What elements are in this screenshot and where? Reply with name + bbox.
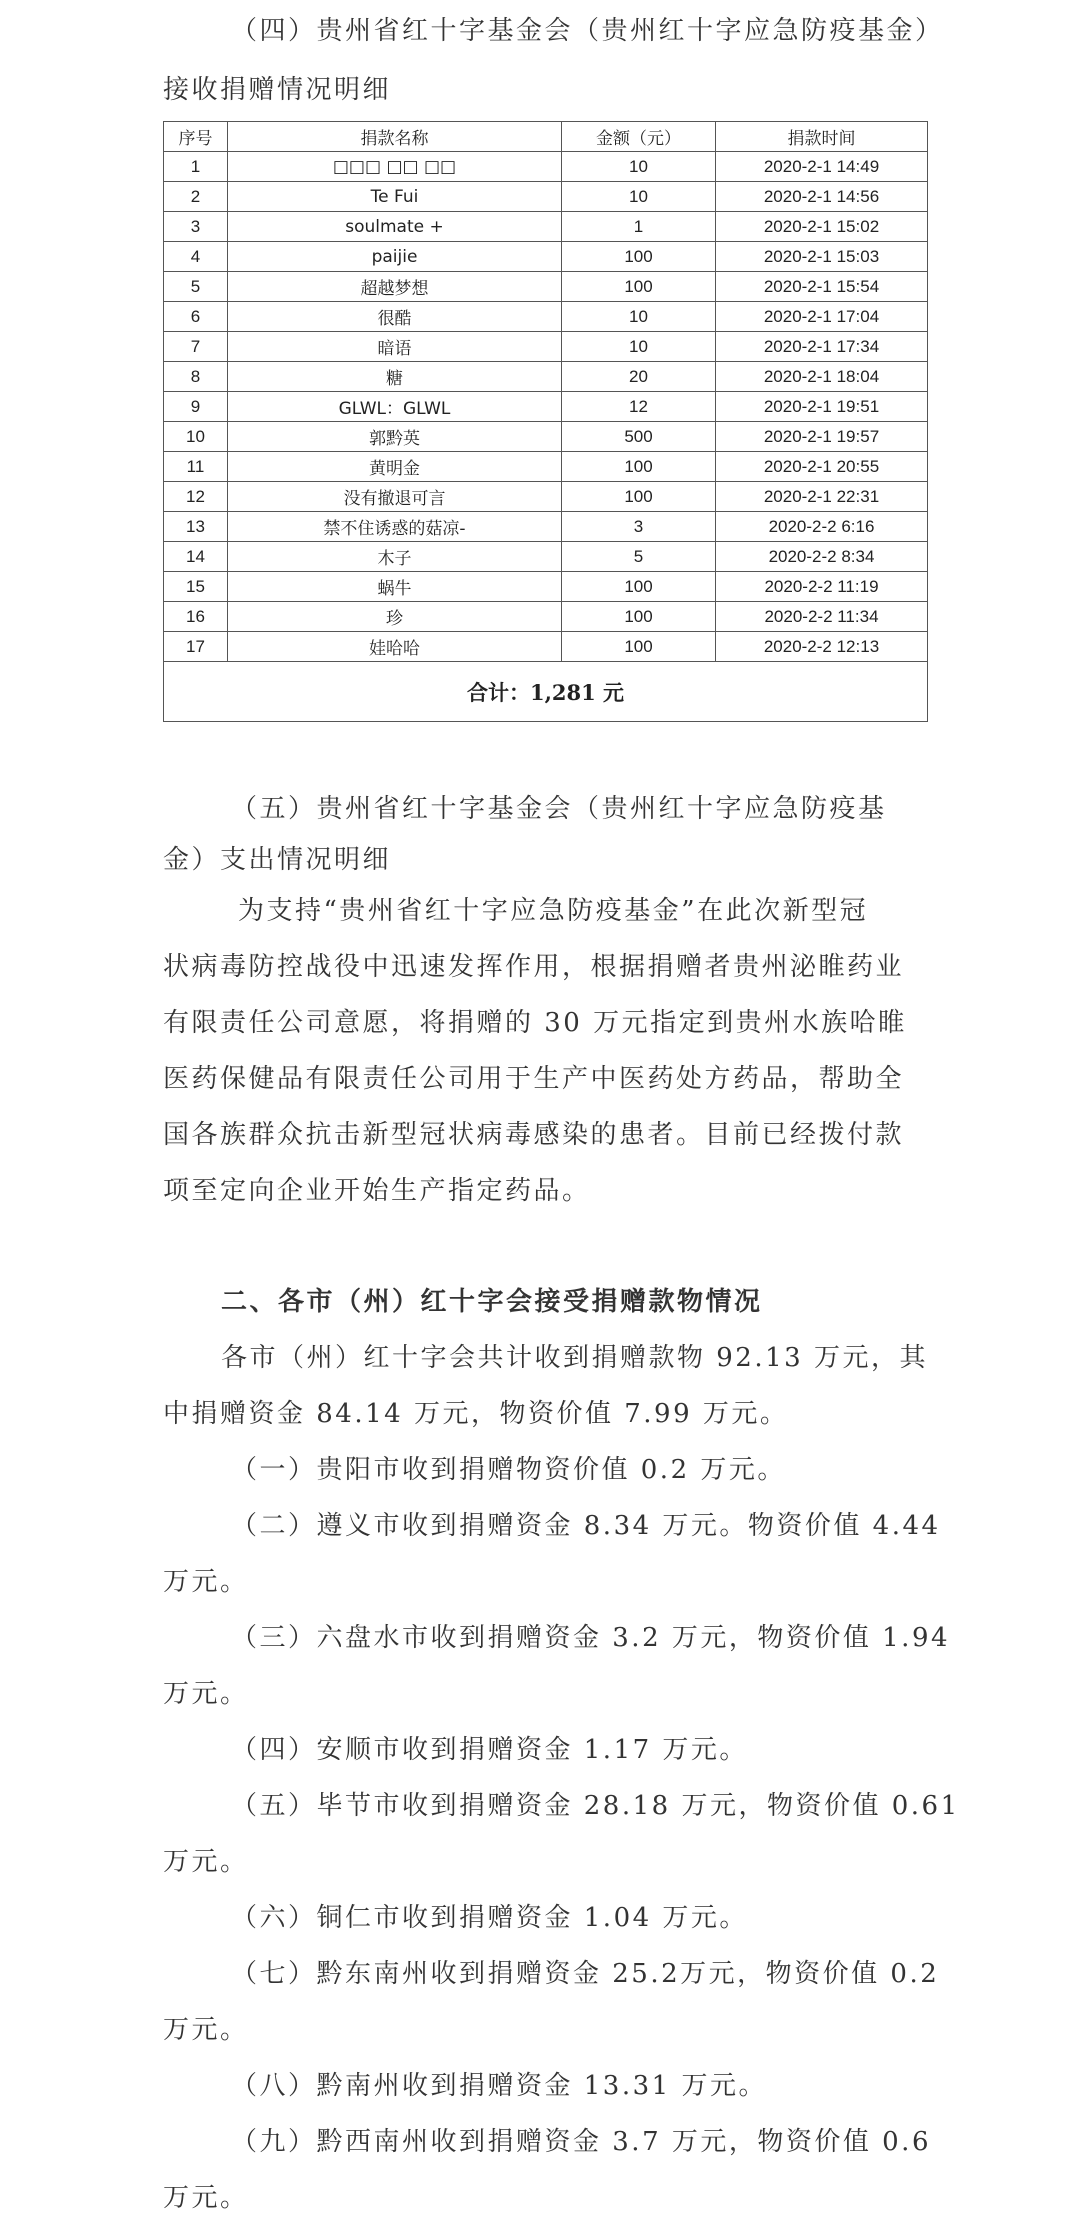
row-index: 3 bbox=[164, 212, 228, 242]
table-total: 合计：1,281 元 bbox=[164, 662, 928, 722]
donation-time: 2020-2-1 17:34 bbox=[716, 332, 928, 362]
donation-time: 2020-2-1 15:54 bbox=[716, 272, 928, 302]
donation-amount: 5 bbox=[562, 542, 716, 572]
donor-name: GLWL：GLWL bbox=[228, 392, 562, 422]
row-index: 16 bbox=[164, 602, 228, 632]
table-row bbox=[164, 182, 928, 212]
section5-heading-line1: （五）贵州省红十字基金会（贵州红十字应急防疫基 bbox=[231, 794, 887, 824]
city-item: （三）六盘水市收到捐赠资金 3.2 万元，物资价值 1.94 bbox=[231, 1623, 951, 1653]
donor-name: Te Fui bbox=[228, 182, 562, 212]
city-item: （四）安顺市收到捐赠资金 1.17 万元。 bbox=[231, 1735, 748, 1765]
row-index: 9 bbox=[164, 392, 228, 422]
donation-amount: 10 bbox=[562, 182, 716, 212]
table-row bbox=[164, 422, 928, 452]
table-row bbox=[164, 152, 928, 182]
donation-time: 2020-2-1 19:51 bbox=[716, 392, 928, 422]
header-amount: 金额（元） bbox=[562, 122, 716, 152]
donor-name: 没有撤退可言 bbox=[228, 482, 562, 512]
table-row bbox=[164, 542, 928, 572]
donor-name: □□□ □□ □□ bbox=[228, 152, 562, 182]
donation-amount: 10 bbox=[562, 332, 716, 362]
table-row bbox=[164, 332, 928, 362]
part2-heading: 二、各市（州）红十字会接受捐赠款物情况 bbox=[221, 1287, 763, 1317]
table-row bbox=[164, 602, 928, 632]
donation-time: 2020-2-1 14:56 bbox=[716, 182, 928, 212]
section5-heading-line2: 金）支出情况明细 bbox=[163, 845, 392, 875]
city-item-continuation: 万元。 bbox=[163, 1567, 249, 1597]
table-row bbox=[164, 212, 928, 242]
donor-name: 木子 bbox=[228, 542, 562, 572]
donation-time: 2020-2-1 15:02 bbox=[716, 212, 928, 242]
part2-intro-line2: 中捐赠资金 84.14 万元，物资价值 7.99 万元。 bbox=[163, 1399, 789, 1429]
city-item: （七）黔东南州收到捐赠资金 25.2万元，物资价值 0.2 bbox=[231, 1959, 940, 1989]
donation-time: 2020-2-2 11:19 bbox=[716, 572, 928, 602]
table-row bbox=[164, 272, 928, 302]
donation-amount: 500 bbox=[562, 422, 716, 452]
row-index: 4 bbox=[164, 242, 228, 272]
city-item-continuation: 万元。 bbox=[163, 2015, 249, 2045]
donation-table bbox=[163, 121, 928, 722]
donor-name: 很酷 bbox=[228, 302, 562, 332]
header-time: 捐款时间 bbox=[716, 122, 928, 152]
donation-time: 2020-2-1 14:49 bbox=[716, 152, 928, 182]
table-row bbox=[164, 632, 928, 662]
donation-amount: 20 bbox=[562, 362, 716, 392]
donation-amount: 100 bbox=[562, 572, 716, 602]
row-index: 10 bbox=[164, 422, 228, 452]
table-row bbox=[164, 362, 928, 392]
donor-name: 黄明金 bbox=[228, 452, 562, 482]
row-index: 17 bbox=[164, 632, 228, 662]
row-index: 2 bbox=[164, 182, 228, 212]
donation-amount: 100 bbox=[562, 452, 716, 482]
row-index: 6 bbox=[164, 302, 228, 332]
donor-name: 蜗牛 bbox=[228, 572, 562, 602]
city-item-continuation: 万元。 bbox=[163, 2183, 249, 2213]
donor-name: 暗语 bbox=[228, 332, 562, 362]
donation-amount: 100 bbox=[562, 602, 716, 632]
donation-time: 2020-2-1 22:31 bbox=[716, 482, 928, 512]
section5-paragraph-line: 国各族群众抗击新型冠状病毒感染的患者。目前已经拨付款 bbox=[163, 1120, 905, 1150]
table-header-row bbox=[164, 122, 928, 152]
donation-amount: 1 bbox=[562, 212, 716, 242]
donation-amount: 3 bbox=[562, 512, 716, 542]
donation-amount: 100 bbox=[562, 482, 716, 512]
donor-name: 娃哈哈 bbox=[228, 632, 562, 662]
city-item: （八）黔南州收到捐赠资金 13.31 万元。 bbox=[231, 2071, 767, 2101]
section5-paragraph-line: 有限责任公司意愿，将捐赠的 30 万元指定到贵州水族哈睢 bbox=[163, 1008, 907, 1038]
row-index: 8 bbox=[164, 362, 228, 392]
donation-time: 2020-2-1 19:57 bbox=[716, 422, 928, 452]
donor-name: soulmate + bbox=[228, 212, 562, 242]
donation-time: 2020-2-2 11:34 bbox=[716, 602, 928, 632]
table-total-row bbox=[164, 662, 928, 722]
donation-time: 2020-2-1 17:04 bbox=[716, 302, 928, 332]
donation-time: 2020-2-2 8:34 bbox=[716, 542, 928, 572]
donation-amount: 10 bbox=[562, 152, 716, 182]
table-row bbox=[164, 482, 928, 512]
table-row bbox=[164, 572, 928, 602]
city-item: （六）铜仁市收到捐赠资金 1.04 万元。 bbox=[231, 1903, 748, 1933]
donor-name: 珍 bbox=[228, 602, 562, 632]
city-item: （一）贵阳市收到捐赠物资价值 0.2 万元。 bbox=[231, 1455, 786, 1485]
header-donor-name: 捐款名称 bbox=[228, 122, 562, 152]
table-row bbox=[164, 242, 928, 272]
header-index: 序号 bbox=[164, 122, 228, 152]
section5-paragraph-line: 项至定向企业开始生产指定药品。 bbox=[163, 1176, 591, 1206]
city-item: （五）毕节市收到捐赠资金 28.18 万元，物资价值 0.61 bbox=[231, 1791, 960, 1821]
donation-amount: 100 bbox=[562, 272, 716, 302]
donor-name: paijie bbox=[228, 242, 562, 272]
city-item: （二）遵义市收到捐赠资金 8.34 万元。物资价值 4.44 bbox=[231, 1511, 941, 1541]
donor-name: 超越梦想 bbox=[228, 272, 562, 302]
section5-paragraph-line: 为支持“贵州省红十字应急防疫基金”在此次新型冠 bbox=[238, 896, 869, 926]
donation-amount: 100 bbox=[562, 632, 716, 662]
city-item-continuation: 万元。 bbox=[163, 1847, 249, 1877]
section5-paragraph-line: 医药保健品有限责任公司用于生产中医药处方药品，帮助全 bbox=[163, 1064, 905, 1094]
row-index: 5 bbox=[164, 272, 228, 302]
row-index: 15 bbox=[164, 572, 228, 602]
row-index: 1 bbox=[164, 152, 228, 182]
table-row bbox=[164, 302, 928, 332]
donation-amount: 100 bbox=[562, 242, 716, 272]
section4-heading-line2: 接收捐赠情况明细 bbox=[163, 75, 392, 105]
row-index: 13 bbox=[164, 512, 228, 542]
table-row bbox=[164, 512, 928, 542]
city-item-continuation: 万元。 bbox=[163, 1679, 249, 1709]
section5-paragraph-line: 状病毒防控战役中迅速发挥作用，根据捐赠者贵州泌睢药业 bbox=[163, 952, 905, 982]
donation-amount: 12 bbox=[562, 392, 716, 422]
row-index: 7 bbox=[164, 332, 228, 362]
donor-name: 糖 bbox=[228, 362, 562, 392]
donation-amount: 10 bbox=[562, 302, 716, 332]
donation-time: 2020-2-2 6:16 bbox=[716, 512, 928, 542]
part2-intro-line1: 各市（州）红十字会共计收到捐赠款物 92.13 万元，其 bbox=[221, 1343, 928, 1373]
city-item: （九）黔西南州收到捐赠资金 3.7 万元，物资价值 0.6 bbox=[231, 2127, 931, 2157]
section4-heading-line1: （四）贵州省红十字基金会（贵州红十字应急防疫基金） bbox=[231, 16, 944, 46]
donation-time: 2020-2-2 12:13 bbox=[716, 632, 928, 662]
row-index: 12 bbox=[164, 482, 228, 512]
donation-time: 2020-2-1 15:03 bbox=[716, 242, 928, 272]
donor-name: 郭黔英 bbox=[228, 422, 562, 452]
row-index: 14 bbox=[164, 542, 228, 572]
row-index: 11 bbox=[164, 452, 228, 482]
donor-name: 禁不住诱惑的菇凉- bbox=[228, 512, 562, 542]
table-row bbox=[164, 392, 928, 422]
table-row bbox=[164, 452, 928, 482]
donation-time: 2020-2-1 20:55 bbox=[716, 452, 928, 482]
donation-time: 2020-2-1 18:04 bbox=[716, 362, 928, 392]
